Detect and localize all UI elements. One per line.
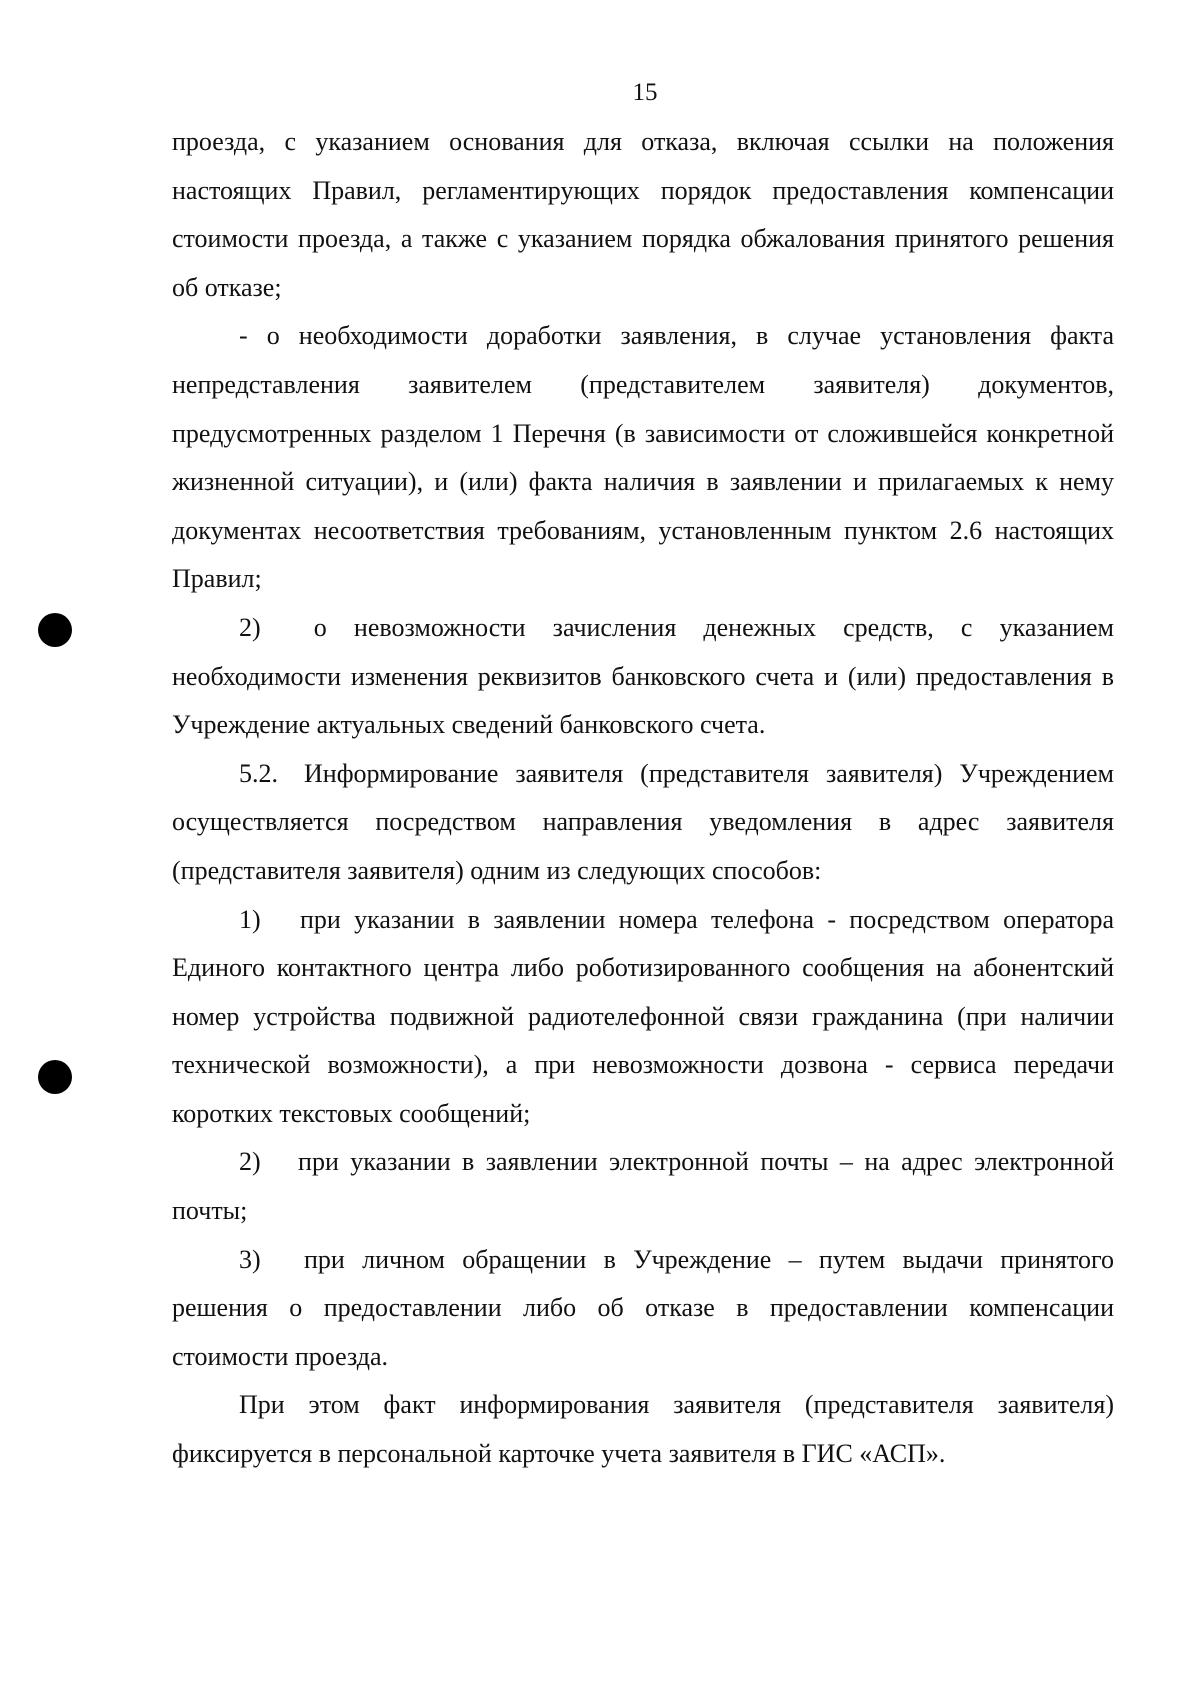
punch-hole [38, 613, 72, 647]
punch-hole [38, 1060, 72, 1094]
paragraph: При этом факт информирования заявителя (представителя заявителя) фиксируется в персональной карточке учета заявителя в ГИС «АСП». [172, 1390, 1114, 1469]
paragraph: проезда, с указанием основания для отказа, включая ссылки на положения настоящих Правил, регламентирующих порядок предоставления компенсации стоимости проезда, а также с указанием порядка обжалования принятого решения об отказе; [172, 127, 1114, 302]
paragraph: 1) при указании в заявлении номера телефона - посредством оператора Единого контактного центра либо роботизированного сообщения на абонентский номер устройства подвижной радиотелефонной связи гражданина (при наличии технической возможности), а при невозможности дозвона - сервиса передачи коротких текстовых сообщений; [172, 904, 1114, 1128]
paragraph: 3) при личном обращении в Учреждение – путем выдачи принятого решения о предоставлении либо об отказе в предоставлении компенсации стоимости проезда. [172, 1244, 1114, 1371]
paragraph: 5.2. Информирование заявителя (представителя заявителя) Учреждением осуществляется посредством направления уведомления в адрес заявителя (представителя заявителя) одним из следующих способов: [172, 758, 1114, 885]
paragraph: 2) при указании в заявлении электронной почты – на адрес электронной почты; [172, 1147, 1114, 1226]
page-number: 15 [632, 79, 658, 106]
document-body [172, 118, 1114, 1479]
paragraph: - о необходимости доработки заявления, в случае установления факта непредставления заявителем (представителем заявителя) документов, предусмотренных разделом 1 Перечня (в зависимости от сложившейся конкретной жизненной ситуации), и (или) факта наличия в заявлении и прилагаемых к нему документах несоответствия требованиям, установленным пунктом 2.6 настоящих Правил; [172, 321, 1114, 594]
paragraph: 2) о невозможности зачисления денежных средств, с указанием необходимости изменения реквизитов банковского счета и (или) предоставления в Учреждение актуальных сведений банковского счета. [172, 612, 1114, 740]
